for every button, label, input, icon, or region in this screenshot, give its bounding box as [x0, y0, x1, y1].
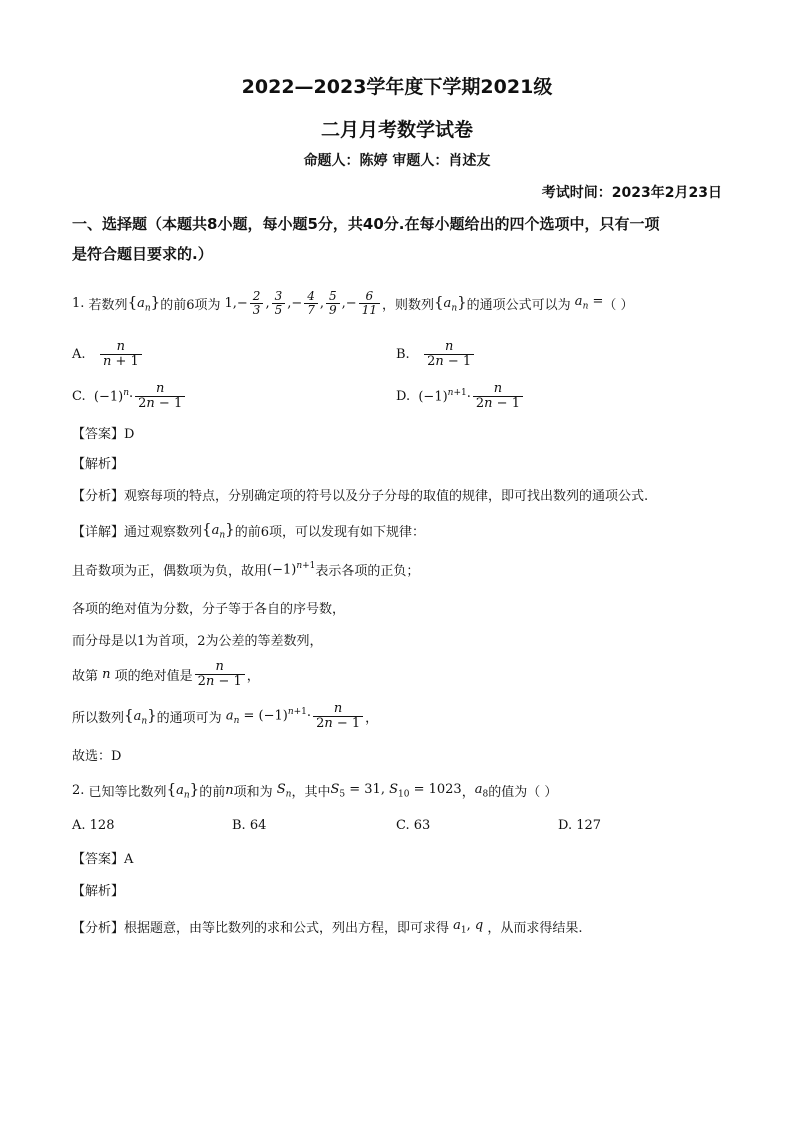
option-label: D. — [396, 388, 411, 404]
option-b-fraction: $\frac{n}{2n - 1}$ — [424, 340, 474, 368]
q2-option-b[interactable]: B. 64 — [232, 818, 267, 833]
stem-text: 项和为 — [233, 784, 273, 800]
question-2-stem — [72, 780, 557, 801]
stem-text: ，其中 — [291, 784, 331, 800]
den-rule-line: 而分母是以1为首项，2为公差的等差数列， — [72, 634, 323, 649]
line-text: 表示各项的正负； — [315, 564, 420, 579]
q2-jiexi-tag: 【解析】 — [72, 884, 125, 899]
a8-symbol: $a_8$ — [474, 781, 489, 800]
stem-text: ， — [461, 784, 475, 800]
option-b[interactable] — [396, 340, 476, 368]
answer-tag: 【答案】 — [72, 427, 125, 442]
line-text: 故第 — [72, 668, 99, 684]
general-term-line — [72, 702, 378, 730]
line-text: 项的绝对值是 — [114, 668, 193, 684]
nth-term-line — [72, 660, 260, 688]
line-text: ， — [365, 710, 379, 726]
question-number: 1. — [72, 295, 85, 311]
option-c-sign: $(-1)^n\cdot$ — [93, 387, 134, 405]
exam-subtitle: 二月月考数学试卷 — [320, 119, 473, 141]
fenxi-text: ，从而求得结果. — [487, 921, 583, 936]
answer-tag: 【答案】 — [72, 852, 125, 867]
nth-fraction: $\frac{n}{2n - 1}$ — [195, 660, 245, 688]
option-d[interactable] — [396, 382, 525, 410]
sum-conditions: $S_5 = 31$, $S_{10} = 1023$ — [330, 781, 462, 800]
option-c[interactable] — [72, 382, 187, 410]
general-fraction: $\frac{n}{2n - 1}$ — [313, 702, 363, 730]
xiangjie-text: 通过观察数列 — [124, 524, 203, 540]
section-heading-line2: 是符合题目要求的.） — [72, 245, 213, 263]
sequence-symbol: $\{a_n\}$ — [166, 780, 200, 801]
sequence-terms: 1,− $\frac{2}{3}$ , $\frac{3}{5}$ ,− $\frac{4}{7}$ , $\frac{5}{9}$ ,− $\frac{6}{11}$ — [225, 290, 382, 316]
answer-row — [72, 423, 134, 442]
sequence-symbol: $\{a_n\}$ — [434, 292, 467, 314]
stem-text: 的前6项为 — [160, 297, 221, 313]
option-label: A. — [72, 346, 86, 362]
stem-text: 已知等比数列 — [88, 784, 167, 800]
q2-option-c[interactable]: C. 63 — [396, 818, 431, 833]
stem-text: ，则数列 — [381, 297, 434, 313]
stem-text: 的值为（ ） — [488, 784, 558, 800]
option-a-fraction: $\frac{n}{n + 1}$ — [100, 340, 142, 368]
sign-expression: $(-1)^{n+1}$ — [267, 561, 316, 578]
answer-value: D — [124, 427, 135, 442]
question-1-stem — [72, 290, 634, 316]
sum-symbol: $S_n$ — [272, 781, 292, 800]
exam-authors: 命题人：陈婷 审题人：肖述友 — [303, 153, 491, 169]
choose-line: 故选：D — [72, 749, 122, 764]
stem-text: 的前 — [199, 784, 226, 800]
answer-paren: （ ） — [603, 297, 634, 313]
q2-option-d[interactable]: D. 127 — [558, 818, 602, 833]
section-heading-line1: 一、选择题（本题共8小题，每小题5分，共40分.在每小题给出的四个选项中，只有一项 — [72, 215, 660, 233]
option-label: C. — [72, 388, 86, 404]
option-a[interactable] — [72, 340, 144, 368]
question-number: 2. — [72, 782, 85, 798]
option-c-fraction: $\frac{n}{2n - 1}$ — [135, 382, 185, 410]
line-text: 且奇数项为正，偶数项为负，故用 — [72, 564, 268, 579]
n-var: n — [98, 666, 115, 682]
fenxi-tag: 【分析】 — [72, 489, 125, 504]
a1-q-symbols: $a_1$, q — [449, 917, 488, 936]
general-formula: $a_n = (-1)^{n+1}\cdot$ — [221, 706, 312, 726]
an-equals: $a_n$ = — [570, 294, 604, 312]
exam-time: 考试时间：2023年2月23日 — [541, 185, 722, 201]
stem-text: 的通项公式可以为 — [466, 297, 571, 313]
xiangjie-tag: 【详解】 — [72, 524, 125, 540]
xiangjie-row — [72, 520, 425, 541]
line-text: ， — [246, 668, 260, 684]
fenxi-text: 观察每项的特点，分别确定项的符号以及分子分母的取值的规律，即可找出数列的通项公式. — [124, 489, 649, 504]
line-text: 所以数列 — [72, 710, 125, 726]
fenxi-tag: 【分析】 — [72, 921, 125, 936]
abs-rule-line: 各项的绝对值为分数，分子等于各自的序号数， — [72, 602, 346, 617]
xiangjie-text: 的前6项，可以发现有如下规律： — [234, 524, 425, 540]
answer-value: A — [124, 852, 134, 867]
jiexi-tag: 【解析】 — [72, 457, 125, 472]
q2-answer-row — [72, 848, 133, 867]
fenxi-row — [72, 485, 648, 504]
sign-rule-line — [72, 560, 419, 579]
stem-text: 若数列 — [88, 297, 128, 313]
sequence-symbol: $\{a_n\}$ — [202, 520, 235, 541]
q2-option-a[interactable]: A. 128 — [72, 818, 115, 833]
sequence-symbol: $\{a_n\}$ — [127, 292, 161, 314]
option-label: B. — [396, 346, 410, 362]
q2-fenxi-row — [72, 917, 583, 936]
option-d-fraction: $\frac{n}{2n - 1}$ — [473, 382, 523, 410]
exam-title: 2022—2023学年度下学期2021级 — [241, 76, 553, 98]
option-d-sign: $(-1)^{n+1}\cdot$ — [418, 387, 471, 405]
fenxi-text: 根据题意，由等比数列的求和公式，列出方程，即可求得 — [124, 921, 450, 936]
line-text: 的通项可为 — [156, 710, 222, 726]
n-var: n — [225, 782, 234, 798]
sequence-symbol: $\{a_n\}$ — [124, 705, 157, 727]
